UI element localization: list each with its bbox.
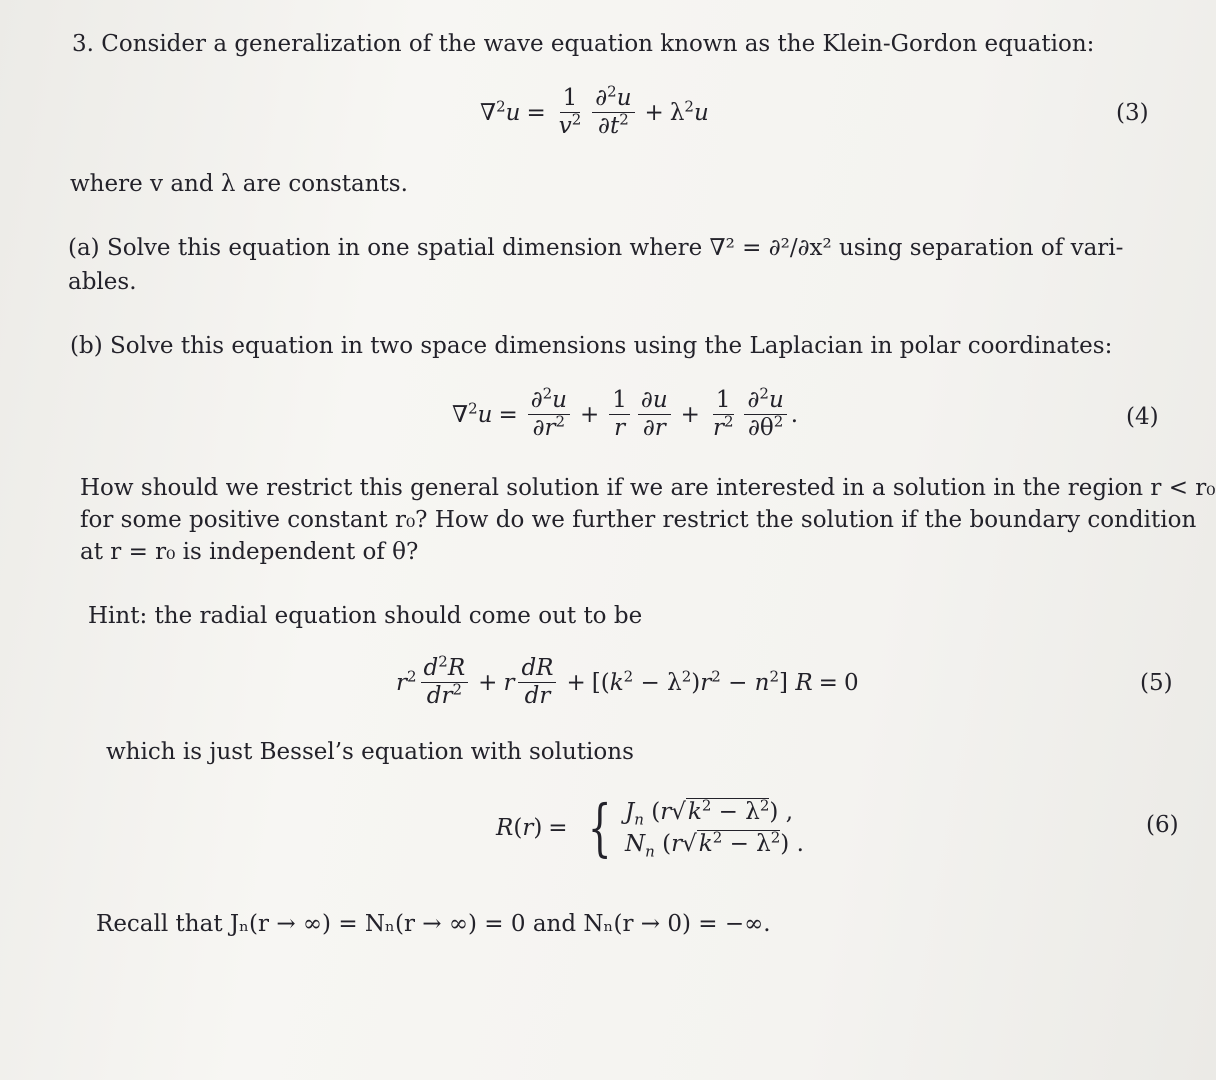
part-a-line-2: ables. xyxy=(68,269,137,295)
left-brace: { xyxy=(587,791,612,865)
part-a-line-1: (a) Solve this equation in one spatial dimension where ∇² = ∂²/∂x² using separation of vari- xyxy=(68,235,1124,261)
equation-5-number: (5) xyxy=(1140,670,1173,696)
equation-3: ∇$^2$u = $\frac{1}{v^2}$ $\frac{\partial^2u}{\partial t^2}$ + $\lambda^2u$ xyxy=(480,82,709,140)
question-line-2: for some positive constant r₀? How do we further restrict the solution if the boundary condition xyxy=(80,507,1197,533)
question-line-1: How should we restrict this general solution if we are interested in a solution in the region r < r₀ xyxy=(80,475,1216,501)
equation-4: ∇$^2$u = $\frac{\partial^2u}{\partial r^2}$ + $\frac{1}{r}$ $\frac{\partial u}{\partial r}$ + $\frac{1}{r^2}$ $\frac{\partial^2u}{\partial\theta^2}$ . xyxy=(452,384,799,442)
equation-6-number: (6) xyxy=(1146,812,1179,838)
equation-3-number: (3) xyxy=(1116,100,1149,126)
bessel-line: which is just Bessel’s equation with solutions xyxy=(106,739,634,765)
question-line-3: at r = r₀ is independent of θ? xyxy=(80,539,419,565)
recall-line: Recall that Jₙ(r → ∞) = Nₙ(r → ∞) = 0 and Nₙ(r → 0) = −∞. xyxy=(96,911,771,937)
equation-6: R(r) = { $J_n$ $(r√k^2 - \lambda^2)$ , $N_n$ $(r√k^2 - \lambda^2)$ . xyxy=(496,791,804,865)
where-line: where v and λ are constants. xyxy=(70,171,408,197)
equation-4-number: (4) xyxy=(1126,404,1159,430)
part-b-line: (b) Solve this equation in two space dimensions using the Laplacian in polar coordinates: xyxy=(70,333,1113,359)
hint-line: Hint: the radial equation should come out to be xyxy=(88,603,643,629)
problem-heading: 3. Consider a generalization of the wave equation known as the Klein-Gordon equation: xyxy=(72,31,1095,57)
equation-5: $r^2$ $\frac{d^2R}{dr^2}$ + r $\frac{dR}{dr}$ + $[(k^2 - \lambda^2)r^2 - n^2]$ R = 0 xyxy=(396,652,859,710)
